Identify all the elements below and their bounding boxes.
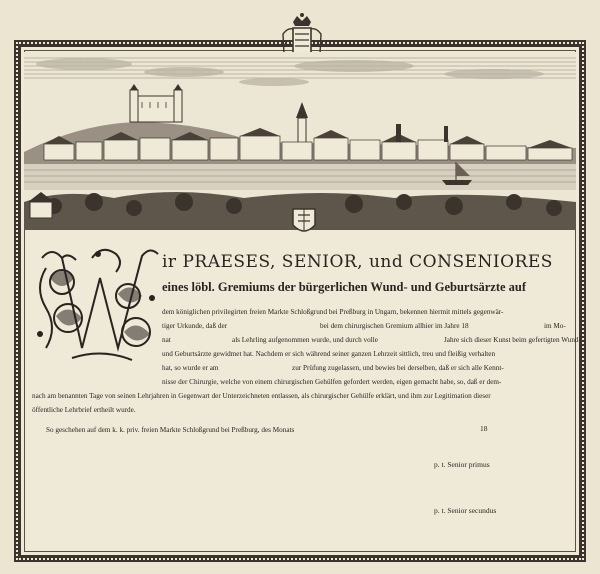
body-line-2c: im Mo- <box>544 322 566 330</box>
body-line-7: nach am benannten Tage von seinen Lehrjahren in Gegenwart der Unterzeichneten entlassen, als chirurgischer Gehülfe erklärt, und ihm zur Legitimation dieser <box>32 392 491 400</box>
body-line-3b: als Lehrling aufgenommen wurde, und durch volle <box>232 336 378 344</box>
body-line-3a: nat <box>162 336 171 344</box>
body-line-2a: tiger Urkunde, daß der <box>162 322 228 330</box>
closing-year: 18 <box>480 424 488 433</box>
body-line-3c: Jahre sich dieser Kunst beim gefertigten Wund- <box>444 336 581 344</box>
certificate-text <box>24 238 581 556</box>
body-line-1: dem königlichen privilegirten freien Markte Schloßgrund bei Preßburg in Ungarn, bekennen hiermit mittels gegenwär- <box>162 308 504 316</box>
heading-line-2: eines löbl. Gremiums der bürgerlichen Wund- und Geburtsärzte auf <box>162 280 527 294</box>
body-line-4: und Geburtsärzte gewidmet hat. Nachdem er sich während seiner ganzen Lehrzeit sittlich, treu und fleißig verhalten <box>162 350 496 358</box>
signature-senior-primus: p. t. Senior primus <box>434 460 490 469</box>
body-line-2b: bei dem chirurgischen Gremium allhier im Jahre 18 <box>320 322 469 330</box>
coat-of-arms-small-icon <box>289 205 319 239</box>
body-line-5a: hat, so wurde er am <box>162 364 219 372</box>
body-line-6: nisse der Chirurgie, welche von einem chirurgischen Gehülfen gefordert werden, eigen gemacht habe, so, daß er dem- <box>162 378 502 386</box>
body-line-5b: zur Prüfung zugelassen, und bewies bei derselben, daß er sich alle Kennt- <box>292 364 504 372</box>
body-line-8: öffentliche Lehrbrief ertheilt wurde. <box>32 406 136 414</box>
decorated-initial-w-icon <box>32 238 162 366</box>
closing-line: So geschehen auf dem k. k. priv. freien Markte Schloßgrund bei Preßburg, des Monats <box>46 426 295 434</box>
city-panorama-image <box>24 52 576 230</box>
signature-senior-secundus: p. t. Senior secundus <box>434 506 497 515</box>
heading-line-1: ir PRAESES, SENIOR, und CONSENIORES <box>162 252 553 272</box>
